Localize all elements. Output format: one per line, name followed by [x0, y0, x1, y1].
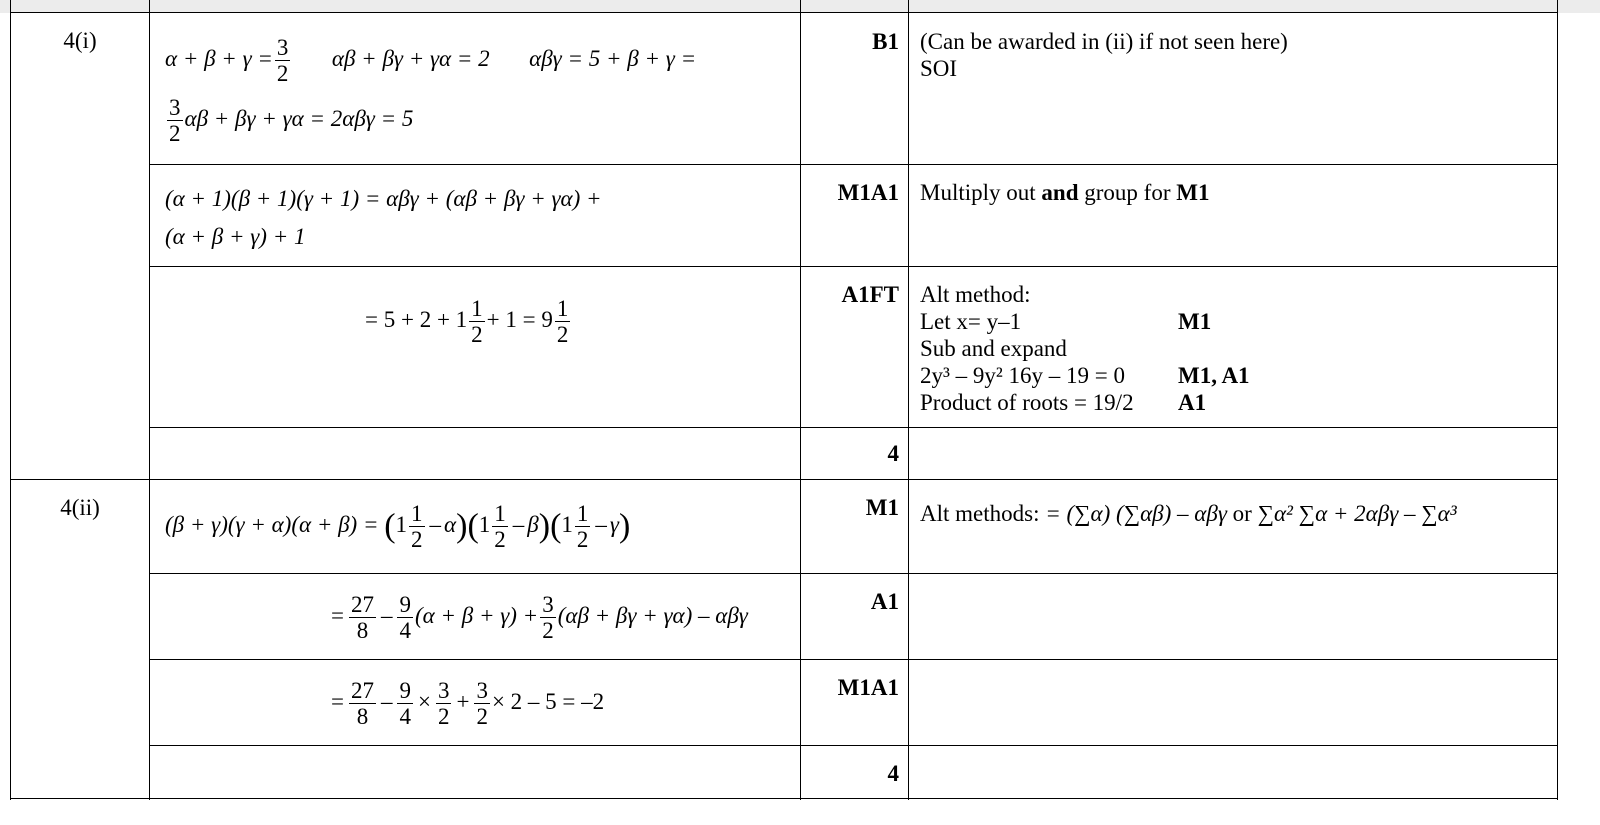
mark-code: M1	[865, 495, 899, 520]
column-divider-marks	[908, 0, 909, 800]
fraction: $\frac{27}{8}$	[350, 592, 374, 644]
fraction: $\frac{27}{8}$	[350, 678, 374, 730]
factor: (1 $\frac{1}{2}$ – γ)	[550, 501, 631, 553]
fraction: $\frac{1}{2}$	[411, 501, 423, 553]
mark-code: A1FT	[841, 282, 899, 307]
sum-of-pair-products: αβ + βγ + γα = 2	[331, 46, 490, 71]
row-divider	[10, 12, 1558, 13]
total-marks: 4	[887, 761, 899, 786]
column-divider-question	[149, 0, 150, 800]
mark-code: B1	[872, 29, 899, 54]
answer-cell: (β + γ)(γ + α)(α + β) = (1 $\frac{1}{2}$ – α)(1 $\frac{1}{2}$ – β)(1 $\frac{1}{2}$ – γ)	[165, 495, 795, 555]
product-of-roots: αβγ = 5 + β + γ =	[529, 46, 697, 71]
fraction: $\frac{3}{2}$	[542, 592, 554, 644]
factor: (1 $\frac{1}{2}$ – α)	[384, 501, 468, 553]
alt-method-line: Let x= y–1 M1	[920, 309, 1212, 334]
fraction: $\frac{3}{2}$	[169, 95, 181, 147]
equation-line: (α + β + γ) + 1	[165, 224, 306, 249]
fraction: $\frac{1}{2}$	[576, 501, 589, 553]
mark-code: M1A1	[837, 675, 899, 700]
equation-line: (α + 1)(β + 1)(γ + 1) = αβγ + (αβ + βγ + γα) +	[165, 186, 602, 211]
table-border-left	[10, 0, 11, 800]
equation-line	[165, 30, 795, 88]
fraction: $\frac{9}{4}$	[399, 678, 411, 730]
fraction: $\frac{1}{2}$	[556, 296, 569, 348]
question-number: 4(ii)	[60, 495, 100, 520]
answer-cell	[165, 30, 795, 148]
fraction: $\frac{3}{2}$	[276, 35, 289, 87]
question-number: 4(i)	[63, 28, 97, 53]
fraction: $\frac{9}{4}$	[399, 592, 411, 644]
mark-code: A1	[870, 589, 899, 614]
fraction: $\frac{3}{2}$	[437, 678, 450, 730]
guidance-cell: Alt methods: = (∑α) (∑αβ) – αβγ or ∑α² ∑α + 2αβγ – ∑α³	[920, 501, 1457, 526]
guidance-cell	[920, 28, 1550, 82]
answer-cell	[165, 180, 795, 256]
sum-of-roots: α + β + γ = $\frac{3}{2}$	[165, 35, 289, 87]
row-divider	[149, 659, 1558, 660]
table-border-bottom	[10, 798, 1558, 799]
row-divider	[149, 573, 1558, 574]
equation-line: $\frac{3}{2}$ αβ + βγ + γα = 2αβγ = 5	[169, 95, 414, 147]
answer-cell: = $\frac{27}{8}$ – $\frac{9}{4}$ (α + β + γ) + $\frac{3}{2}$ (αβ + βγ + γα) – αβγ	[331, 592, 748, 644]
alt-method-line: Product of roots = 19/2 A1	[920, 390, 1207, 415]
fraction: $\frac{1}{2}$	[471, 296, 483, 348]
row-divider	[10, 479, 1558, 480]
guidance-cell	[920, 281, 1550, 416]
guidance-text: (Can be awarded in (ii) if not seen here)	[920, 29, 1288, 54]
factor: (1 $\frac{1}{2}$ – β)	[467, 501, 551, 553]
answer-cell: = $\frac{27}{8}$ – $\frac{9}{4}$ × $\frac{3}{2}$ + $\frac{3}{2}$ × 2 – 5 = –2	[331, 678, 605, 730]
answer-cell: = 5 + 2 + 1 $\frac{1}{2}$ + 1 = 9 $\frac{1}{2}$	[365, 296, 569, 348]
alt-method-title: Alt method:	[920, 282, 1031, 307]
mark-code: M1A1	[837, 180, 899, 205]
alt-method-line: Sub and expand	[920, 336, 1067, 361]
row-divider	[149, 427, 1558, 428]
fraction: $\frac{3}{2}$	[476, 678, 488, 730]
row-divider	[149, 266, 1558, 267]
row-divider	[149, 745, 1558, 746]
guidance-cell: Multiply out and group for M1	[920, 180, 1210, 205]
guidance-text: SOI	[920, 56, 958, 81]
total-marks: 4	[887, 441, 899, 466]
fraction: $\frac{1}{2}$	[494, 501, 506, 553]
alt-method-line: 2y³ – 9y² 16y – 19 = 0 M1, A1	[920, 363, 1250, 388]
table-border-right	[1557, 0, 1558, 800]
row-divider	[149, 164, 1558, 165]
